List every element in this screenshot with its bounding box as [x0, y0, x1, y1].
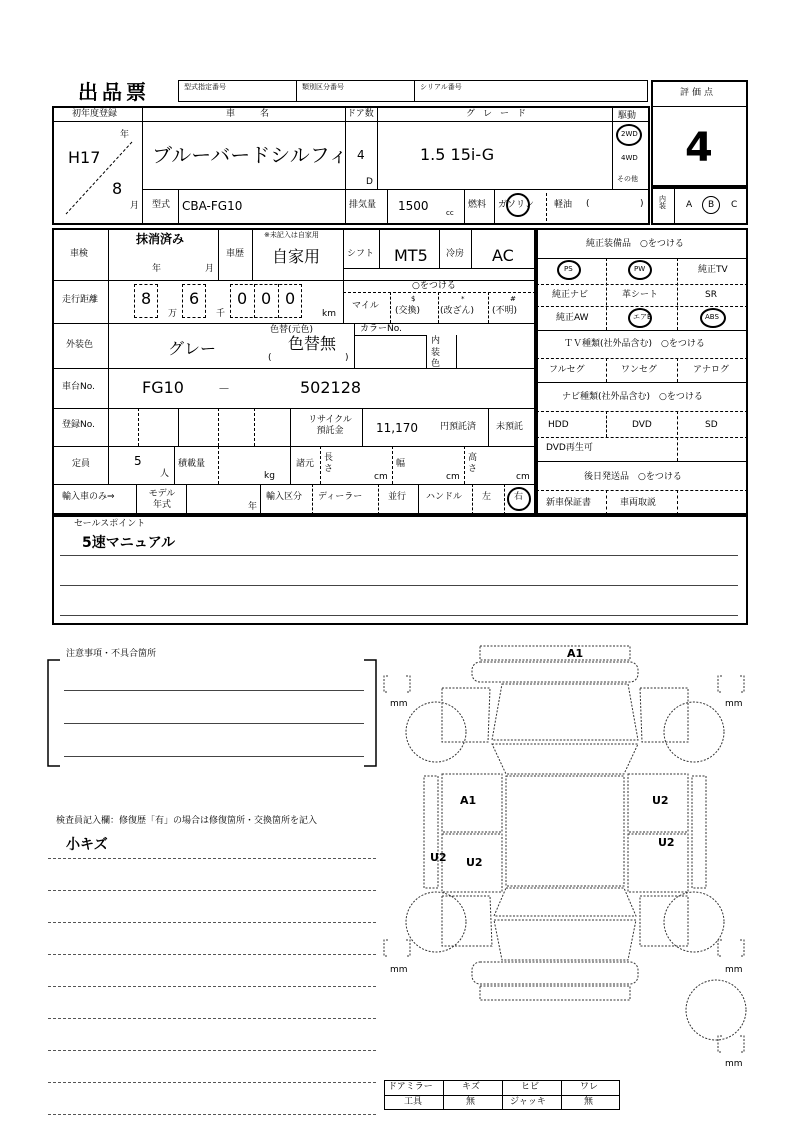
mileage-digit-3: 0: [237, 289, 248, 308]
repaint-paren-close: ): [345, 353, 349, 363]
mark-left-sill: U2: [430, 851, 447, 864]
recycle-value: 11,170: [376, 421, 418, 435]
rating-label: 評価点: [680, 88, 717, 98]
navi-dvd[interactable]: DVD: [632, 420, 652, 430]
load-label: 積載量: [178, 459, 206, 469]
interior-b[interactable]: B: [708, 200, 715, 210]
navi-title: ナビ種類(社外品含む) ○をつける: [562, 392, 703, 402]
history-value: 自家用: [272, 247, 321, 266]
first-reg-label: 初年度登録: [72, 109, 118, 119]
capacity-unit: 人: [160, 469, 170, 479]
id-number-row: [178, 80, 648, 102]
fuel-gasoline-circle: [506, 193, 530, 217]
exterior-value: グレー: [168, 339, 217, 358]
mileage-unit-km: km: [322, 309, 336, 319]
tread-unit-fl: mm: [390, 699, 408, 709]
legend-jack: ジャッキ: [510, 1097, 546, 1107]
shift-label: シフト: [347, 249, 375, 259]
mileage-digit-5: 0: [285, 289, 296, 308]
mark-left-rear-door: U2: [466, 856, 483, 869]
equip-pw-circle: [628, 260, 652, 280]
interior-b-circle: [702, 196, 720, 214]
interior-color-label: 内装色: [431, 336, 441, 370]
import-year-unit: 年: [248, 502, 258, 512]
tv-fullseg[interactable]: フルセグ: [549, 365, 585, 375]
history-note: ※未記入は自家用: [264, 231, 319, 239]
class-no-label: 類別区分番号: [302, 83, 344, 91]
registration-label: 登録No.: [62, 420, 95, 430]
displacement-unit: cc: [446, 209, 454, 217]
equip-pw[interactable]: PW: [634, 265, 646, 273]
sales-point-box: [52, 515, 748, 625]
cooler-label: 冷房: [446, 249, 465, 259]
mileage-digit-4: 0: [261, 289, 272, 308]
navi-hdd[interactable]: HDD: [548, 420, 569, 430]
tv-analog[interactable]: アナログ: [693, 365, 730, 375]
mileage-digit-1: 8: [141, 289, 152, 308]
history-label: 車歴: [226, 249, 245, 259]
form-title: 出品票: [78, 80, 150, 104]
tv-oneseg[interactable]: ワンセグ: [621, 365, 658, 375]
mileage-mile[interactable]: マイル: [352, 301, 379, 311]
shift-value: MT5: [394, 246, 428, 265]
interior-a[interactable]: A: [686, 200, 693, 210]
repaint-paren-open: (: [268, 353, 272, 363]
after-manual[interactable]: 車両取説: [620, 498, 657, 508]
sales-point-text: 5速マニュアル: [82, 535, 176, 551]
doors-value: 4: [357, 148, 365, 162]
load-unit: kg: [264, 471, 275, 481]
dims-width: 幅: [396, 459, 406, 469]
chassis-dash: －: [218, 382, 231, 396]
chassis-prefix: FG10: [142, 378, 184, 397]
tv-title: ＴＶ種類(社外品含む) ○をつける: [564, 339, 705, 349]
mark-right-front-door: U2: [652, 794, 669, 807]
mileage-mark-note: ○をつける: [412, 281, 456, 291]
equip-ps[interactable]: PS: [564, 265, 573, 273]
import-model-year: モデル年式: [148, 489, 176, 510]
tread-unit-rr: mm: [725, 965, 743, 975]
dims-label: 諸元: [296, 459, 315, 469]
import-parallel[interactable]: 並行: [388, 492, 407, 502]
handle-right-circle: [507, 487, 531, 511]
drive-label: 駆動: [618, 111, 637, 121]
equip-aw[interactable]: 純正AW: [556, 313, 589, 323]
capacity-label: 定員: [72, 459, 91, 469]
drive-2wd[interactable]: 2WD: [621, 130, 638, 138]
first-reg-year-unit: 年: [120, 130, 130, 140]
mileage-exchange[interactable]: (交換): [395, 306, 421, 316]
import-dealer[interactable]: ディーラー: [318, 492, 363, 502]
interior-c[interactable]: C: [731, 200, 738, 210]
tread-unit-fr: mm: [725, 699, 743, 709]
mark-left-front-door: A1: [460, 794, 477, 807]
type-no-label: 型式指定番号: [184, 83, 226, 91]
mileage-unknown[interactable]: (不明): [492, 306, 518, 316]
legend-jack-value: 無: [584, 1097, 594, 1107]
color-no-label: カラーNo.: [360, 324, 402, 334]
grade-label: グレード: [466, 109, 535, 119]
equip-tv[interactable]: 純正TV: [698, 265, 728, 275]
first-reg-slash: [62, 140, 134, 216]
drive-other[interactable]: その他: [617, 175, 638, 183]
mark-right-rear-door: U2: [658, 836, 675, 849]
legend-tools-value: 無: [466, 1097, 476, 1107]
length-cm: cm: [374, 472, 388, 482]
repaint-label: 色替(元色): [270, 325, 314, 335]
inspection-year-unit: 年: [152, 264, 162, 274]
fuel-label: 燃料: [468, 200, 487, 210]
mileage-digit-2: 6: [189, 289, 200, 308]
legend-break: ワレ: [580, 1082, 599, 1092]
capacity-value: 5: [134, 454, 142, 468]
fuel-diesel[interactable]: 軽油: [554, 200, 573, 210]
equip-abs-circle: [700, 308, 726, 328]
equip-navi[interactable]: 純正ナビ: [552, 290, 589, 300]
recycle-unpaid[interactable]: 未預託: [496, 422, 524, 432]
model-value: CBA-FG10: [182, 199, 243, 213]
inspector-label: 検査員記入欄：修復歴「有」の場合は修復箇所・交換箇所を記入: [56, 816, 318, 826]
notes-label: 注意事項・不具合箇所: [66, 649, 157, 659]
mileage-tampered-sym: *: [461, 295, 465, 303]
serial-no-label: シリアル番号: [420, 83, 462, 91]
recycle-label: リサイクル預託金: [308, 415, 352, 436]
car-name-value: ブルーバードシルフィ: [152, 143, 349, 167]
fuel-gasoline[interactable]: ガソリン: [498, 200, 535, 210]
navi-sd[interactable]: SD: [705, 420, 718, 430]
displacement-value: 1500: [398, 199, 429, 213]
fuel-paren-close: ): [640, 199, 644, 209]
rating-value: 4: [685, 125, 713, 171]
sales-point-label: セールスポイント: [74, 519, 146, 529]
height-cm: cm: [516, 472, 530, 482]
inspection-value: 抹消済み: [136, 232, 185, 246]
inspector-text: 小キズ: [66, 837, 108, 853]
equipment-title: 純正装備品 ○をつける: [586, 239, 684, 249]
fuel-paren-open: (: [586, 199, 590, 209]
mileage-unit-sen: 千: [216, 309, 226, 319]
handle-left[interactable]: 左: [482, 492, 492, 502]
legend-scratch: キズ: [462, 1082, 480, 1092]
car-name-label: 車 名: [226, 109, 278, 119]
equip-sr[interactable]: SR: [705, 290, 717, 300]
equip-ps-circle: [557, 260, 581, 280]
chassis-number: 502128: [300, 378, 362, 397]
after-warranty[interactable]: 新車保証書: [546, 498, 592, 508]
recycle-unit[interactable]: 円預託済: [440, 422, 477, 432]
equip-abs[interactable]: ABS: [705, 313, 719, 321]
drive-4wd[interactable]: 4WD: [621, 154, 638, 162]
drive-2wd-circle: [616, 124, 642, 146]
after-shipping-title: 後日発送品 ○をつける: [584, 472, 682, 482]
mark-front-bumper: A1: [567, 647, 584, 660]
first-reg-era-year: H17: [68, 148, 101, 167]
mileage-unknown-sym: #: [510, 295, 516, 303]
navi-dvd-playback[interactable]: DVD再生可: [546, 443, 593, 453]
exterior-label: 外装色: [66, 340, 94, 350]
repaint-value: 色替無: [288, 334, 337, 353]
equip-airbag[interactable]: エアB: [633, 313, 652, 321]
legend-mirror: ドアミラー: [388, 1082, 433, 1092]
width-cm: cm: [446, 472, 460, 482]
model-label: 型式: [152, 200, 171, 210]
mileage-label: 走行距離: [62, 295, 99, 305]
handle-label: ハンドル: [426, 492, 463, 502]
import-class-label: 輸入区分: [266, 492, 303, 502]
interior-label: 内装: [659, 195, 666, 210]
legend-tools: 工具: [404, 1097, 423, 1107]
displacement-label: 排気量: [349, 200, 377, 210]
inspection-label: 車検: [70, 249, 89, 259]
first-reg-month-unit: 月: [130, 201, 140, 211]
doors-label: ドア数: [347, 109, 374, 119]
grade-value: 1.5 15i-G: [420, 145, 495, 164]
equip-airbag-circle: [628, 308, 652, 328]
notes-bracket: [46, 658, 378, 768]
mileage-tampered[interactable]: (改ざん): [440, 306, 475, 316]
tread-unit-rl: mm: [390, 965, 408, 975]
equip-leather[interactable]: 革シート: [622, 290, 659, 300]
legend-crack: ヒビ: [521, 1082, 540, 1092]
dims-length: 長さ: [324, 453, 334, 474]
mileage-exchange-sym: $: [411, 295, 416, 303]
inspection-month-unit: 月: [205, 264, 215, 274]
mileage-unit-man: 万: [168, 309, 178, 319]
tread-unit-spare: mm: [725, 1059, 743, 1069]
handle-right[interactable]: 右: [514, 492, 524, 502]
import-label: 輸入車のみ⇒: [62, 492, 115, 502]
chassis-label: 車台No.: [62, 382, 95, 392]
first-reg-month: 8: [112, 179, 123, 198]
cooler-value: AC: [492, 246, 514, 265]
doors-suffix: D: [366, 177, 373, 187]
dims-height: 高さ: [468, 453, 478, 474]
